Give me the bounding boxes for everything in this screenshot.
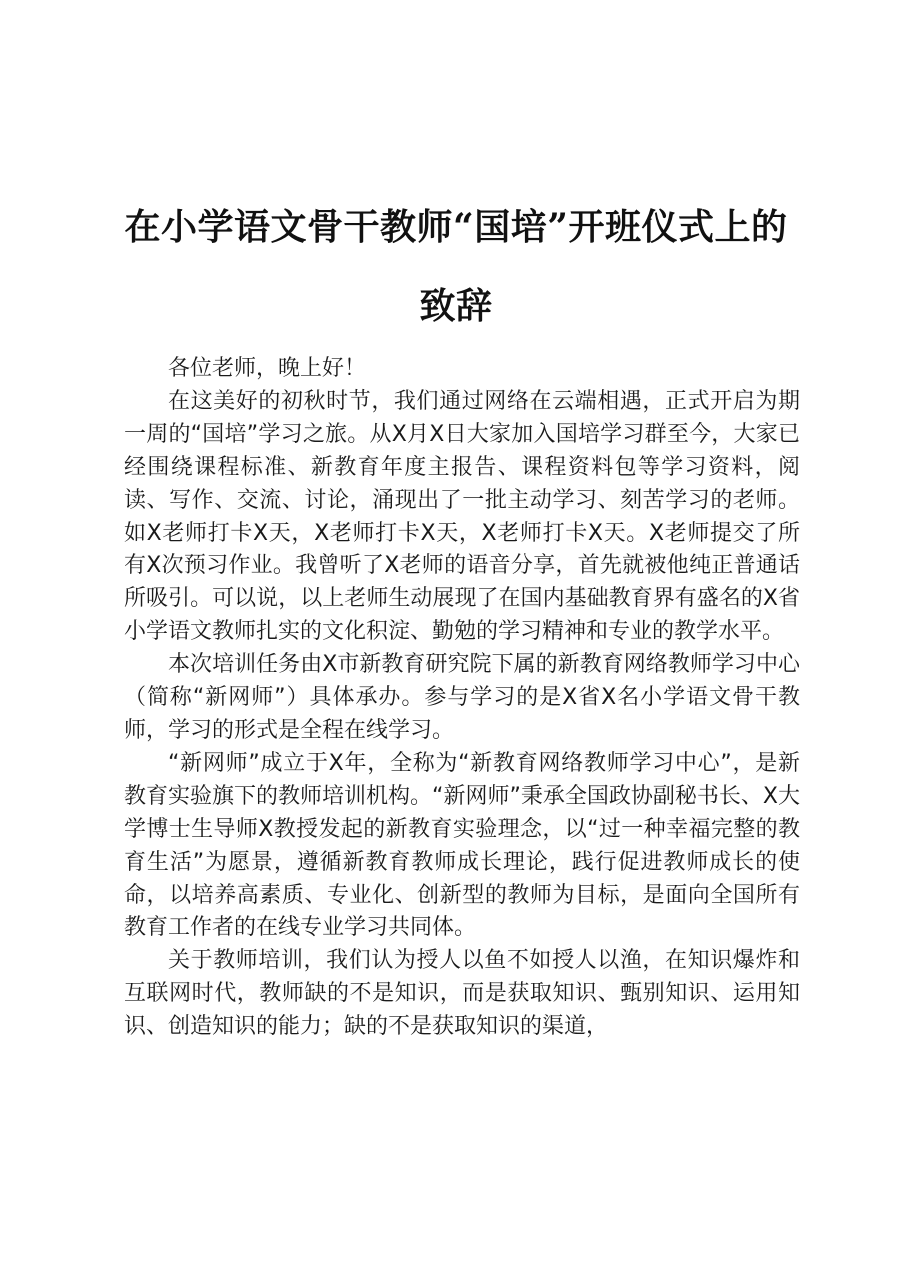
paragraph-greeting: 各位老师，晚上好！ [168,356,367,381]
document-body [124,353,800,1044]
paragraph: 本次培训任务由X市新教育研究院下属的新教育网络教师学习中心（简称“新网师”）具体承办。参与学习的是X省X名小学语文骨干教师，学习的形式是全程在线学习。 [124,652,800,743]
paragraph: 关于教师培训，我们认为授人以鱼不如授人以渔，在知识爆炸和互联网时代，教师缺的不是知识，而是获取知识、甄别知识、运用知识、创造知识的能力；缺的不是获取知识的渠道， [124,948,800,1040]
paragraph: 在这美好的初秋时节，我们通过网络在云端相遇，正式开启为期一周的“国培”学习之旅。从X月X日大家加入国培学习群至今，大家已经围绕课程标准、新教育年度主报告、课程资料包等学习资料，阅读、写作、交流、讨论，涌现出了一批主动学习、刻苦学习的老师。如X老师打卡X天，X老师打卡X天，X老师打卡X天。X老师提交了所有X次预习作业。我曾听了X老师的语音分享，首先就被他纯正普通话所吸引。可以说，以上老师生动展现了在国内基础教育界有盛名的X省小学语文教师扎实的文化积淀、勤勉的学习精神和专业的教学水平。 [124,388,800,645]
paragraph: “新网师”成立于X年，全称为“新教育网络教师学习中心”，是新教育实验旗下的教师培训机构。“新网师”秉承全国政协副秘书长、X大学博士生导师X教授发起的新教育实验理念，以“过一种幸福完整的教育生活”为愿景，遵循新教育教师成长理论，践行促进教师成长的使命，以培养高素质、专业化、创新型的教师为目标，是面向全国所有教育工作者的在线专业学习共同体。 [124,750,800,941]
document-title: 在小学语文骨干教师“国培”开班仪式上的致辞 [124,206,788,327]
